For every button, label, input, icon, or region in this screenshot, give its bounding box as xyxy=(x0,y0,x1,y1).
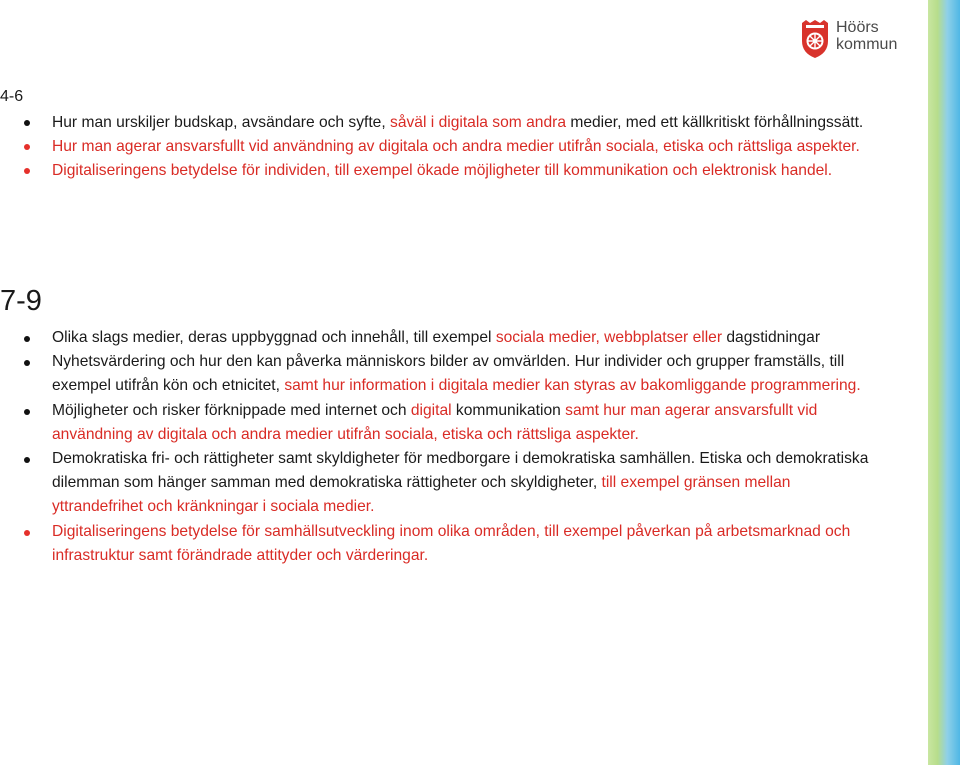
grade-heading-7-9: 7-9 xyxy=(0,285,42,317)
bullet-icon xyxy=(24,336,30,342)
content-list-7-9 xyxy=(0,326,872,568)
highlighted-text: sociala medier, webbplatser eller xyxy=(495,329,723,346)
bullet-icon xyxy=(24,409,30,415)
list-item-text xyxy=(52,447,872,520)
logo-line-1: Höörs xyxy=(836,19,879,36)
highlighted-text: Digitaliseringens betydelse för samhällsutveckling inom olika områden, till exempel påverkan på arbetsmarknad och infrastruktur samt förändrade attityder och värderingar. xyxy=(52,522,851,564)
list-item-text xyxy=(52,399,872,447)
text-segment: Nyhetsvärdering och hur den kan påverka människors bilder av omvärlden. Hur individer och grupper framställs, till exempel utifrån kön och etnicitet, xyxy=(52,353,845,395)
bullet-icon xyxy=(24,360,30,366)
text-segment: Demokratiska fri- och rättigheter samt skyldigheter för medborgare i demokratiska samhällen. Etiska och demokratiska dilemman som hänger samman med demokratiska rättigheter och skyldigheter, xyxy=(52,450,869,492)
text-segment: kommunikation xyxy=(451,401,566,419)
logo-text xyxy=(836,19,897,53)
highlighted-text: Digitaliseringens betydelse för individen, till exempel ökade möjligheter till kommunikation och elektronisk handel. xyxy=(52,162,833,179)
list-item xyxy=(0,135,872,159)
highlighted-text: digital xyxy=(410,401,452,419)
bullet-icon xyxy=(24,120,30,126)
text-segment: Hur man urskiljer budskap, avsändare och syfte, xyxy=(52,114,391,131)
decorative-side-stripe xyxy=(928,0,960,765)
highlighted-text: samt hur information i digitala medier kan styras av bakomliggande programmering. xyxy=(284,377,861,395)
bullet-icon xyxy=(24,168,30,174)
list-item-text xyxy=(52,159,872,183)
highlighted-text: Hur man agerar ansvarsfullt vid användning av digitala och andra medier utifrån sociala, etiska och rättsliga aspekter. xyxy=(52,138,860,155)
text-segment: dagstidningar xyxy=(722,329,821,346)
text-segment: Olika slags medier, deras uppbyggnad och innehåll, till exempel xyxy=(52,329,496,346)
bullet-icon xyxy=(24,530,30,536)
list-item xyxy=(0,326,872,350)
content-list-4-6 xyxy=(0,111,872,183)
highlighted-text: till exempel gränsen mellan yttrandefrihet och kränkningar i sociala medier. xyxy=(52,474,791,516)
list-item-text xyxy=(52,350,872,398)
highlighted-text: såväl i digitala som andra xyxy=(390,114,566,131)
list-item xyxy=(0,159,872,183)
list-item-text xyxy=(52,111,872,135)
list-item xyxy=(0,399,872,447)
list-item xyxy=(0,350,872,398)
bullet-icon xyxy=(24,144,30,150)
text-segment: Möjligheter och risker förknippade med internet och xyxy=(52,401,411,419)
list-item-text xyxy=(52,520,872,568)
grade-heading-4-6: 4-6 xyxy=(0,88,24,105)
bullet-icon xyxy=(24,457,30,463)
list-item-text xyxy=(52,135,872,159)
list-item xyxy=(0,520,872,568)
coat-of-arms-icon xyxy=(800,19,830,59)
list-item-text xyxy=(52,326,872,350)
logo-line-2: kommun xyxy=(836,36,898,53)
highlighted-text: samt hur man agerar ansvarsfullt vid användning av digitala och andra medier utifrån sociala, etiska och rättsliga aspekter. xyxy=(52,401,818,443)
text-segment: medier, med ett källkritiskt förhållningssätt. xyxy=(566,114,864,131)
hoors-kommun-logo xyxy=(798,18,908,62)
list-item xyxy=(0,111,872,135)
list-item xyxy=(0,447,872,520)
